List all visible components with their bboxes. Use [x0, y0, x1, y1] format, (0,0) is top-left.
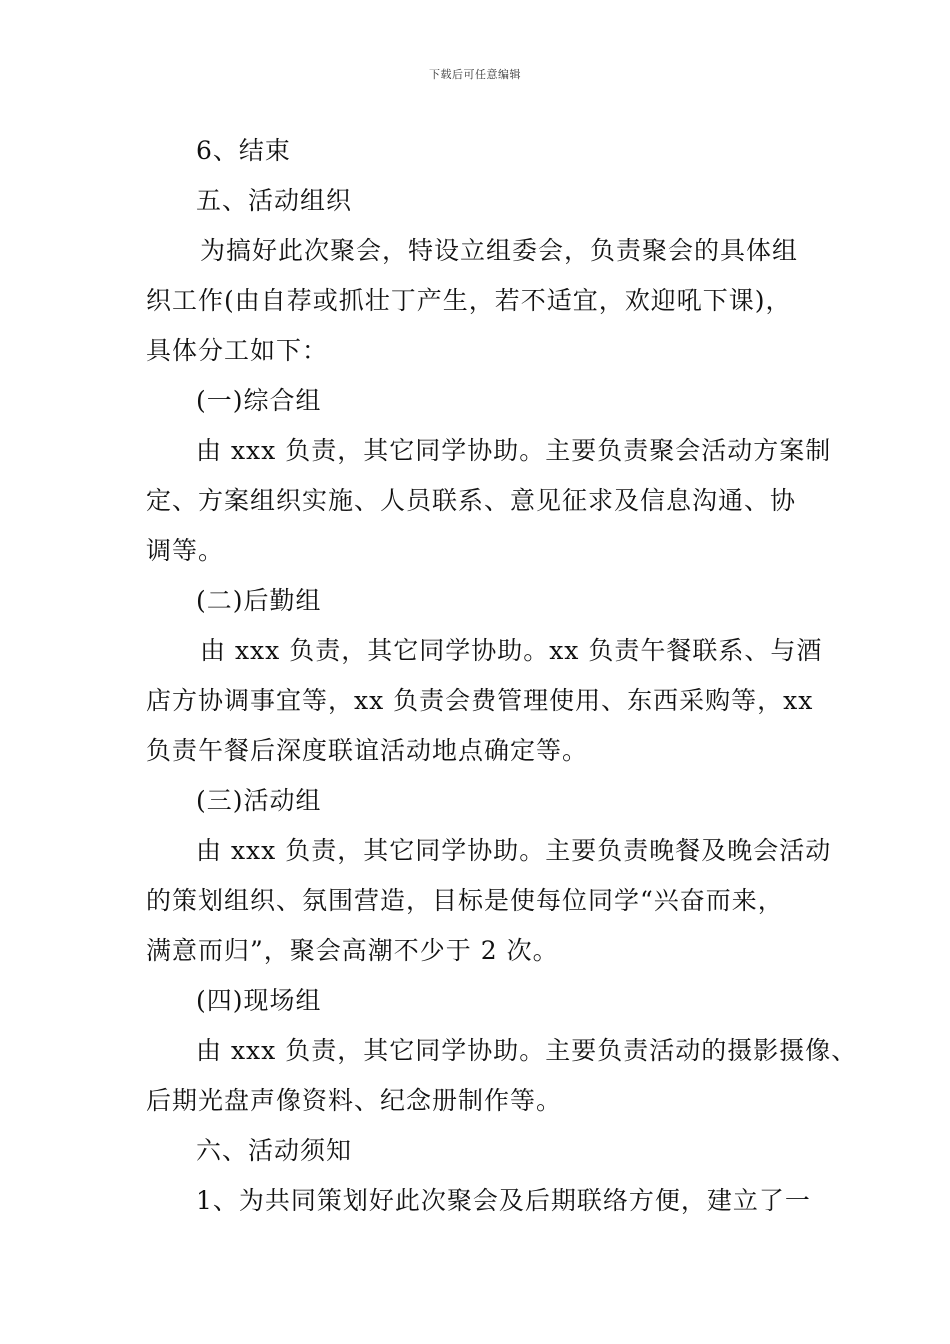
text-line: 定、方案组织实施、人员联系、意见征求及信息沟通、协	[146, 486, 797, 515]
paragraph-notice-1	[146, 1176, 810, 1226]
text-line: 由 xxx 负责，其它同学协助。主要负责聚会活动方案制	[196, 436, 832, 465]
text-line: 由 xxx 负责，其它同学协助。xx 负责午餐联系、与酒	[200, 636, 823, 665]
text-line: 的策划组织、氛围营造，目标是使每位同学“兴奋而来，	[146, 886, 784, 915]
text-line: 调等。	[146, 536, 225, 565]
text-line: 为搞好此次聚会，特设立组委会，负责聚会的具体组	[200, 236, 799, 265]
document-body	[146, 126, 858, 1226]
text-line: (二)后勤组	[196, 586, 322, 615]
text-line: 具体分工如下：	[146, 336, 329, 365]
text-line: 店方协调事宜等，xx 负责会费管理使用、东西采购等，xx	[146, 686, 814, 715]
paragraph-onsite-group	[146, 1026, 858, 1126]
subheading-general-group	[146, 376, 810, 426]
subheading-logistics-group	[146, 576, 810, 626]
paragraph-general-group	[146, 426, 832, 576]
paragraph-committee	[146, 226, 810, 376]
subheading-activity-group	[146, 776, 810, 826]
text-line: 由 xxx 负责，其它同学协助。主要负责活动的摄影摄像、	[196, 1036, 858, 1065]
text-line: 满意而归”，聚会高潮不少于 2 次。	[146, 936, 559, 965]
section-heading-activity-organization	[146, 176, 810, 226]
text-line: 五、活动组织	[196, 186, 353, 215]
text-line: (四)现场组	[196, 986, 322, 1015]
paragraph-logistics-group	[146, 626, 823, 776]
paragraph-activity-group	[146, 826, 832, 976]
text-line: 六、活动须知	[196, 1136, 353, 1165]
text-line: 由 xxx 负责，其它同学协助。主要负责晚餐及晚会活动	[196, 836, 832, 865]
page-header: 下载后可任意编辑	[429, 68, 521, 81]
list-item-end	[146, 126, 810, 176]
subheading-onsite-group	[146, 976, 810, 1026]
text-line: 织工作(由自荐或抓壮丁产生，若不适宜，欢迎吼下课)，	[146, 286, 792, 315]
section-heading-activity-notice	[146, 1126, 810, 1176]
text-line: 6、结束	[196, 136, 291, 165]
text-line: 负责午餐后深度联谊活动地点确定等。	[146, 736, 589, 765]
text-line: (一)综合组	[196, 386, 322, 415]
text-line: (三)活动组	[196, 786, 322, 815]
text-line: 1、为共同策划好此次聚会及后期联络方便，建立了一	[196, 1186, 811, 1215]
text-line: 后期光盘声像资料、纪念册制作等。	[146, 1086, 563, 1115]
